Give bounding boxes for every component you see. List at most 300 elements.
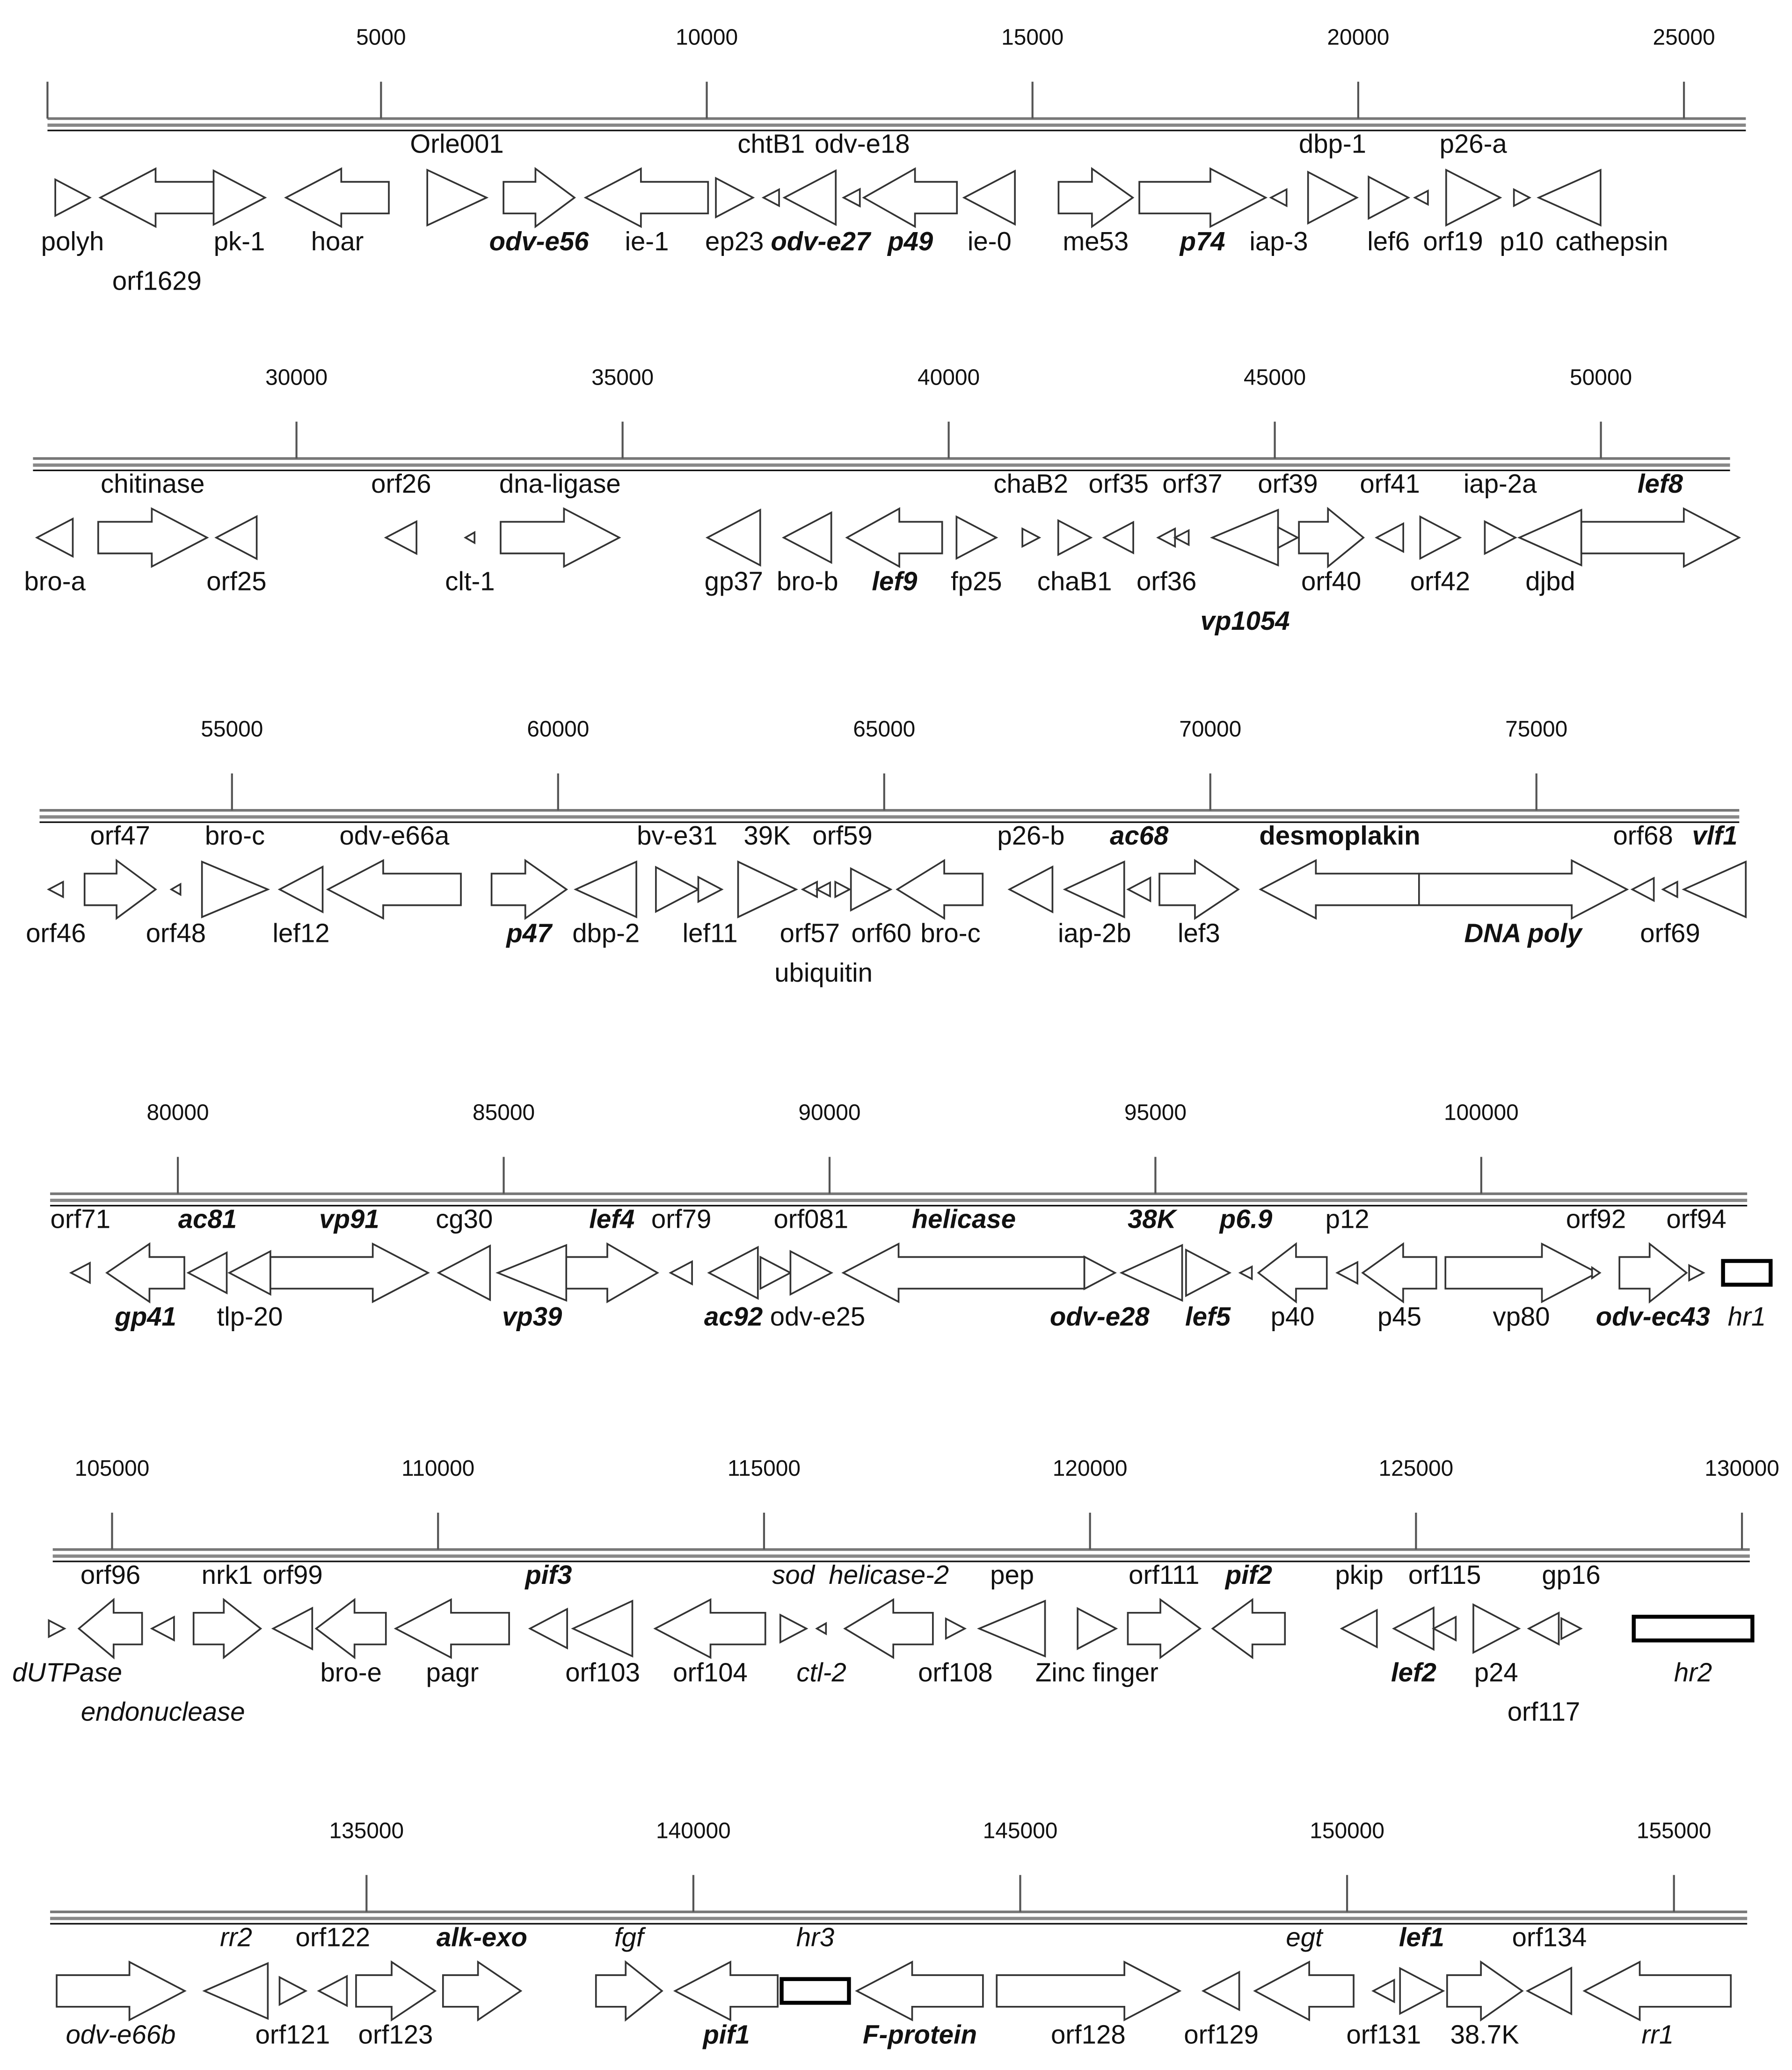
gene-label: lef9 <box>872 566 918 596</box>
reverse-gene-arrow <box>100 168 213 226</box>
reverse-gene-arrow <box>1394 1608 1434 1649</box>
gene-label: lef5 <box>1185 1301 1231 1331</box>
gene-label: alk-exo <box>436 1922 527 1952</box>
map-row-5 <box>12 1456 1779 1727</box>
gene-label: p74 <box>1180 226 1225 256</box>
reverse-gene-arrow <box>1584 1962 1731 2020</box>
gene-orf41 <box>1360 469 1420 552</box>
reverse-gene-arrow <box>79 1600 142 1658</box>
gene-pif3 <box>524 1560 572 1648</box>
gene-vp39 <box>498 1245 566 1331</box>
gene-label: Zinc finger <box>1035 1657 1158 1687</box>
gene-p24 <box>1473 1604 1519 1687</box>
reverse-gene-arrow <box>107 1244 184 1302</box>
reverse-gene-arrow <box>1175 531 1188 545</box>
gene-orf60 <box>851 868 911 948</box>
gene-label: orf41 <box>1360 469 1420 499</box>
gene-label: orf117 <box>1507 1697 1581 1727</box>
reverse-gene-arrow <box>1009 867 1052 912</box>
gene-chitinase <box>98 469 207 567</box>
forward-gene-arrow <box>55 180 90 216</box>
reverse-gene-arrow <box>857 1962 983 2020</box>
reverse-gene-arrow <box>843 1244 1084 1302</box>
gene-label: orf36 <box>1136 566 1197 596</box>
reverse-gene-arrow <box>204 1963 268 2019</box>
gene-label: bro-b <box>777 566 838 596</box>
gene-label: rr1 <box>1641 2019 1674 2049</box>
reverse-gene-arrow <box>817 1623 826 1634</box>
gene-dbp-1 <box>1299 129 1366 224</box>
reverse-gene-arrow <box>655 1600 765 1658</box>
reverse-gene-arrow <box>784 171 836 225</box>
forward-gene-arrow <box>698 877 721 902</box>
gene-label: p12 <box>1325 1204 1369 1234</box>
reverse-gene-arrow <box>530 1609 567 1648</box>
gene-label: hr3 <box>796 1922 835 1952</box>
gene-label: orf081 <box>773 1204 849 1234</box>
gene-label: chaB2 <box>993 469 1069 499</box>
reverse-gene-arrow <box>188 1253 226 1293</box>
forward-gene-arrow <box>1619 1244 1686 1302</box>
tick-label: 155000 <box>1636 1818 1712 1844</box>
gene-label: lef6 <box>1367 226 1410 256</box>
forward-gene-arrow <box>1139 168 1266 226</box>
gene-label: orf35 <box>1088 469 1149 499</box>
forward-gene-arrow <box>1445 1244 1597 1302</box>
gene-label: orf40 <box>1301 566 1362 596</box>
gene-helicase <box>843 1204 1084 1302</box>
gene-label: bv-e31 <box>637 821 718 851</box>
tick-label: 135000 <box>329 1818 404 1844</box>
gene-lef2 <box>1391 1608 1436 1687</box>
gene-label: lef1 <box>1399 1922 1444 1952</box>
gene-orf081 <box>773 1204 848 1295</box>
reverse-gene-arrow <box>1255 1962 1354 2020</box>
reverse-gene-arrow <box>1528 1968 1572 2014</box>
forward-gene-arrow <box>1186 1250 1230 1296</box>
gene-dna-ligase <box>499 469 621 567</box>
gene-label: orf59 <box>812 821 873 851</box>
forward-gene-arrow <box>760 1257 790 1289</box>
gene-iap-2b <box>1058 862 1131 948</box>
gene-hr2 <box>1634 1617 1753 1687</box>
gene-label: ac92 <box>704 1301 763 1331</box>
gene-lef6 <box>1367 177 1410 256</box>
forward-gene-arrow <box>1592 1268 1600 1278</box>
reverse-gene-arrow <box>845 1600 933 1658</box>
forward-gene-arrow <box>1299 509 1363 567</box>
gene-lef4 <box>566 1204 657 1302</box>
gene-label: polyh <box>41 226 104 256</box>
gene-odv-e66a <box>328 821 461 918</box>
gene-p74 <box>1139 168 1266 256</box>
gene-label: clt-1 <box>445 566 495 596</box>
forward-gene-arrow <box>1128 1600 1200 1658</box>
gene-label: Orle001 <box>410 129 504 159</box>
gene-vp91 <box>270 1204 428 1302</box>
gene-label: orf69 <box>1640 918 1700 948</box>
gene-chab1 <box>1037 520 1112 596</box>
gene-pk-1 <box>214 171 265 256</box>
gene-label: orf108 <box>918 1657 993 1687</box>
forward-gene-arrow <box>194 1600 261 1658</box>
forward-gene-arrow <box>716 178 753 217</box>
gene-odv-e56 <box>489 168 590 256</box>
gene-label: F-protein <box>863 2019 977 2049</box>
gene-label: orf123 <box>358 2019 433 2049</box>
gene-label: odv-e66a <box>339 821 450 851</box>
gene-label: 39K <box>743 821 791 851</box>
forward-gene-arrow <box>738 862 796 917</box>
forward-gene-arrow <box>1159 860 1238 918</box>
forward-gene-arrow <box>85 860 156 918</box>
reverse-gene-arrow <box>1377 524 1403 552</box>
forward-gene-arrow <box>1078 1608 1116 1648</box>
gene-label: ctl-2 <box>796 1657 846 1687</box>
reverse-gene-arrow <box>1203 1972 1239 2010</box>
reverse-gene-arrow <box>784 513 831 563</box>
reverse-gene-arrow <box>1271 190 1286 206</box>
gene-label: iap-3 <box>1249 226 1308 256</box>
gene-label: helicase-2 <box>829 1560 949 1589</box>
forward-gene-arrow <box>1689 1265 1704 1280</box>
tick-label: 125000 <box>1378 1456 1454 1481</box>
reverse-gene-arrow <box>1104 522 1133 553</box>
reverse-gene-arrow <box>1240 1267 1252 1279</box>
gene-orf129 <box>1184 1972 1259 2049</box>
gene-label: pagr <box>426 1657 479 1687</box>
tick-label: 105000 <box>74 1456 150 1481</box>
gene-label: chitinase <box>101 469 205 499</box>
gene-label: vp39 <box>502 1301 562 1331</box>
gene-p40 <box>1259 1244 1327 1331</box>
gene-pkip <box>1335 1560 1383 1647</box>
gene-label: iap-2b <box>1058 918 1131 948</box>
forward-gene-arrow <box>1419 860 1627 918</box>
gene-label: orf57 <box>779 918 840 948</box>
gene-ac92 <box>704 1247 763 1331</box>
gene-rr2 <box>204 1922 268 2019</box>
forward-gene-arrow <box>596 1962 662 2020</box>
gene-label: odv-e18 <box>815 129 910 159</box>
gene-label: 38.7K <box>1450 2019 1519 2049</box>
gene-label: ac81 <box>178 1204 237 1234</box>
reverse-gene-arrow <box>847 509 942 567</box>
gene-label: odv-e66b <box>66 2019 176 2049</box>
tick-label: 140000 <box>656 1818 731 1844</box>
tick-label: 35000 <box>591 365 654 390</box>
tick-label: 55000 <box>201 717 263 742</box>
gene-label: odv-e25 <box>770 1301 866 1331</box>
gene-orf128 <box>997 1962 1180 2049</box>
forward-gene-arrow <box>356 1962 435 2020</box>
gene-hoar <box>286 168 389 256</box>
reverse-gene-arrow <box>1415 191 1428 204</box>
reverse-gene-arrow <box>316 1600 386 1658</box>
gene-label: pkip <box>1335 1560 1384 1589</box>
forward-gene-arrow <box>49 1620 64 1637</box>
gene-ac81 <box>178 1204 237 1293</box>
gene-pep <box>979 1560 1045 1656</box>
reverse-gene-arrow <box>964 171 1015 224</box>
gene-label: vp1054 <box>1200 606 1290 636</box>
forward-gene-arrow <box>98 509 207 567</box>
forward-gene-arrow <box>835 882 850 897</box>
forward-gene-arrow <box>1446 170 1501 225</box>
reverse-gene-arrow <box>707 510 760 565</box>
reverse-gene-arrow <box>979 1601 1045 1656</box>
forward-gene-arrow <box>780 1615 807 1642</box>
gene-label: dUTPase <box>12 1657 122 1687</box>
gene-label: chaB1 <box>1037 566 1112 596</box>
gene-fgf <box>596 1922 662 2020</box>
forward-gene-arrow <box>503 168 575 226</box>
gene-rr1 <box>1584 1962 1731 2049</box>
gene-ie-1 <box>586 168 708 256</box>
gene-orf35 <box>1089 469 1149 553</box>
gene-odv-ec43 <box>1596 1244 1710 1331</box>
gene-label: orf39 <box>1258 469 1318 499</box>
gene-label: p26-b <box>997 821 1065 851</box>
gene-label: cg30 <box>436 1204 493 1234</box>
reverse-gene-arrow <box>319 1976 347 2005</box>
forward-gene-arrow <box>427 170 487 225</box>
gene-alk-exo <box>437 1922 527 2020</box>
tick-label: 10000 <box>675 25 738 50</box>
reverse-gene-arrow <box>286 168 389 226</box>
forward-gene-arrow <box>492 860 567 918</box>
gene-label: vp80 <box>1493 1301 1550 1331</box>
reverse-gene-arrow <box>438 1246 490 1300</box>
gene-fp25 <box>951 517 1002 596</box>
gene-label: orf47 <box>90 821 150 851</box>
gene-nrk1 <box>194 1560 261 1658</box>
reverse-gene-arrow <box>864 168 957 226</box>
reverse-gene-arrow <box>396 1600 509 1658</box>
forward-gene-arrow <box>956 517 996 558</box>
forward-gene-arrow <box>1058 520 1091 554</box>
gene-label: vp91 <box>319 1204 379 1234</box>
forward-gene-arrow <box>1485 522 1515 554</box>
reverse-gene-arrow <box>1260 860 1419 918</box>
tick-label: 115000 <box>727 1456 801 1481</box>
gene-label: odv-e27 <box>771 226 871 256</box>
tick-label: 70000 <box>1179 717 1242 742</box>
gene-desmoplakin <box>1259 821 1420 918</box>
gene-bro-e <box>316 1600 386 1687</box>
gene-label: orf1629 <box>112 266 202 296</box>
reverse-gene-arrow <box>229 1251 270 1294</box>
hr-region-box <box>1634 1617 1753 1640</box>
gene-label: lef12 <box>272 918 330 948</box>
gene-p45 <box>1362 1244 1436 1331</box>
gene-label: ie-0 <box>967 226 1012 256</box>
reverse-gene-arrow <box>1373 1980 1394 2002</box>
gene-label: tlp-20 <box>217 1301 283 1331</box>
gene-djbd <box>1519 510 1581 596</box>
tick-label: 120000 <box>1052 1456 1128 1481</box>
gene-orf71 <box>51 1204 110 1283</box>
tick-label: 50000 <box>1570 365 1632 390</box>
gene-label: p26-a <box>1439 129 1507 159</box>
gene-orf134 <box>1512 1922 1587 2014</box>
gene-orf46 <box>26 882 86 948</box>
reverse-gene-arrow <box>1212 510 1278 565</box>
map-row-4 <box>50 1101 1770 1331</box>
reverse-gene-arrow <box>1434 1617 1456 1640</box>
gene-lef1 <box>1399 1922 1444 2013</box>
gene-cg30 <box>436 1204 493 1300</box>
gene-p10 <box>1500 190 1544 256</box>
gene-bro-b <box>777 513 838 596</box>
reverse-gene-arrow <box>573 1601 633 1656</box>
forward-gene-arrow <box>443 1962 521 2020</box>
forward-gene-arrow <box>1420 517 1460 558</box>
gene-label: rr2 <box>220 1922 253 1952</box>
gene-orf25 <box>206 517 266 596</box>
forward-gene-arrow <box>1058 168 1133 226</box>
gene-clt-1 <box>445 532 495 596</box>
gene-label: fp25 <box>951 566 1002 596</box>
gene-chab2 <box>993 469 1068 547</box>
reverse-gene-arrow <box>670 1261 692 1284</box>
tick-label: 40000 <box>918 365 980 390</box>
gene-label: lef11 <box>682 918 738 948</box>
gene-label: me53 <box>1063 226 1129 256</box>
tick-label: 85000 <box>472 1100 535 1125</box>
gene-label: lef2 <box>1391 1657 1437 1687</box>
gene-39k <box>738 821 796 917</box>
gene-label: orf92 <box>1566 1204 1626 1234</box>
gene-label: orf104 <box>673 1657 748 1687</box>
forward-gene-arrow <box>656 867 699 911</box>
forward-gene-arrow <box>1022 529 1039 547</box>
forward-gene-arrow <box>270 1244 428 1302</box>
gene-label: odv-e28 <box>1049 1301 1150 1331</box>
gene-sod <box>772 1560 815 1642</box>
reverse-gene-arrow <box>709 1247 758 1298</box>
gene-label: orf48 <box>146 918 206 948</box>
gene-cathepsin <box>1539 170 1668 256</box>
gene-label: pif3 <box>525 1560 572 1589</box>
gene-p26-b <box>997 821 1064 912</box>
gene-orf103 <box>565 1601 640 1687</box>
reverse-gene-arrow <box>844 189 860 206</box>
gene-label: bro-e <box>320 1657 382 1687</box>
gene-label: orf37 <box>1162 469 1223 499</box>
gene-label: orf134 <box>1512 1922 1587 1952</box>
reverse-gene-arrow <box>575 862 636 917</box>
gene-label: vlf1 <box>1692 821 1738 851</box>
reverse-gene-arrow <box>586 168 708 226</box>
gene-label: orf79 <box>651 1204 712 1234</box>
gene-orf96 <box>79 1560 142 1658</box>
gene-label: p40 <box>1270 1301 1315 1331</box>
forward-gene-arrow <box>566 1244 657 1302</box>
gene-label: iap-2a <box>1463 469 1537 499</box>
gene-bro-c <box>202 821 268 917</box>
reverse-gene-arrow <box>1663 882 1677 897</box>
reverse-gene-arrow <box>1632 878 1654 901</box>
forward-gene-arrow <box>1514 190 1530 206</box>
gene-helicase-2 <box>829 1560 949 1658</box>
gene-f-protein <box>857 1962 983 2049</box>
gene-label: bro-c <box>920 918 981 948</box>
tick-label: 110000 <box>401 1456 475 1481</box>
forward-gene-arrow <box>57 1962 185 2020</box>
gene-label: lef3 <box>1177 918 1220 948</box>
gene-label: orf19 <box>1423 226 1483 256</box>
gene-label: dna-ligase <box>499 469 621 499</box>
reverse-gene-arrow <box>1529 1613 1559 1644</box>
gene-label: orf42 <box>1410 566 1471 596</box>
gene-label: ep23 <box>705 226 764 256</box>
gene-label: pif1 <box>703 2019 750 2049</box>
gene-pif1 <box>675 1962 778 2049</box>
gene-38k <box>1122 1204 1182 1301</box>
gene-label: orf122 <box>295 1922 371 1952</box>
reverse-gene-arrow <box>1213 1600 1285 1658</box>
tick-label: 20000 <box>1327 25 1390 50</box>
gene-label: orf68 <box>1613 821 1673 851</box>
hr-region-box <box>782 1979 849 2003</box>
gene-label: ubiquitin <box>774 957 873 987</box>
gene-orf111 <box>1128 1560 1200 1658</box>
reverse-gene-arrow <box>49 882 63 897</box>
reverse-gene-arrow <box>1337 1262 1357 1283</box>
reverse-gene-arrow <box>1128 878 1150 901</box>
gene-label: orf26 <box>371 469 431 499</box>
gene-label: orf99 <box>262 1560 323 1589</box>
tick-label: 95000 <box>1124 1100 1187 1125</box>
map-row-3 <box>26 717 1746 987</box>
gene-label: gp41 <box>115 1301 176 1331</box>
tick-label: 90000 <box>798 1100 861 1125</box>
gene-label: odv-ec43 <box>1595 1301 1710 1331</box>
tick-label: 25000 <box>1653 25 1715 50</box>
tick-label: 65000 <box>853 717 916 742</box>
gene-ep23 <box>705 178 764 256</box>
gene-label: bro-a <box>24 566 86 596</box>
map-row-1 <box>41 25 1746 296</box>
forward-gene-arrow <box>1581 509 1739 567</box>
gene-lef8 <box>1581 469 1739 567</box>
gene-orf42 <box>1410 517 1470 596</box>
gene-me53 <box>1058 168 1133 256</box>
gene-label: chtB1 <box>737 129 805 159</box>
gene-label: nrk1 <box>201 1560 253 1589</box>
tick-label: 60000 <box>527 717 590 742</box>
gene-ie-0 <box>964 171 1015 256</box>
gene-label: orf128 <box>1050 2019 1126 2049</box>
reverse-gene-arrow <box>1065 862 1124 917</box>
gene-label: dbp-1 <box>1298 129 1366 159</box>
gene-pagr <box>396 1600 509 1687</box>
gene-label: dbp-2 <box>572 918 640 948</box>
gene-p49 <box>864 168 957 256</box>
tick-label: 150000 <box>1310 1818 1384 1844</box>
tick-label: 130000 <box>1705 1456 1779 1481</box>
forward-gene-arrow <box>1447 1962 1522 2020</box>
gene-label: orf96 <box>80 1560 141 1589</box>
gene-lef12 <box>272 867 329 948</box>
gene-gp41 <box>107 1244 184 1331</box>
gene-label: djbd <box>1525 566 1575 596</box>
gene-dna-poly <box>1419 860 1627 948</box>
gene-egt <box>1255 1922 1354 2020</box>
gene-label: endonuclease <box>80 1697 245 1727</box>
gene-label: orf103 <box>565 1657 640 1687</box>
